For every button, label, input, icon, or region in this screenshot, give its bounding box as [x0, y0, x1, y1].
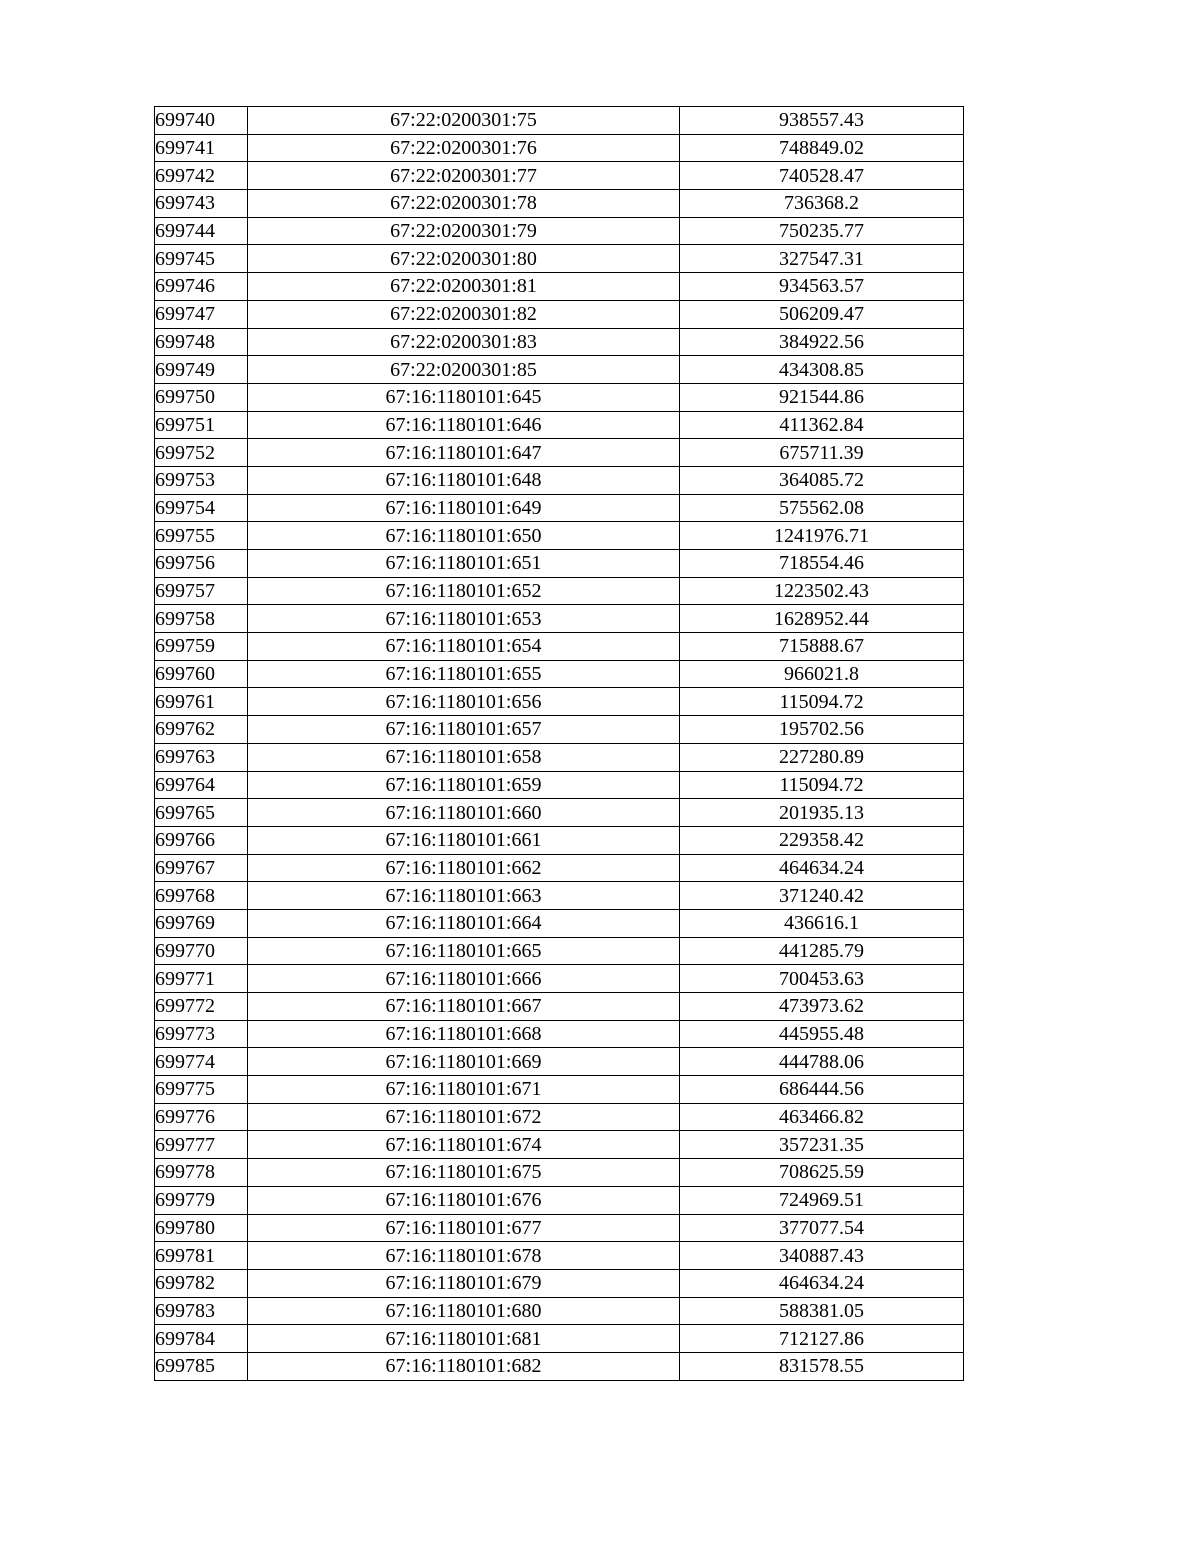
- cadastral-value-cell: 1628952.44: [680, 605, 964, 633]
- table-row: [155, 1076, 964, 1104]
- cadastral-number-cell: 67:16:1180101:681: [248, 1325, 680, 1353]
- cadastral-number-cell: 67:22:0200301:81: [248, 273, 680, 301]
- cadastral-value-cell: 464634.24: [680, 854, 964, 882]
- cadastral-value-cell: 436616.1: [680, 909, 964, 937]
- cadastral-value-cell: 715888.67: [680, 633, 964, 661]
- cadastral-number-cell: 67:16:1180101:680: [248, 1297, 680, 1325]
- cadastral-number-cell: 67:16:1180101:648: [248, 466, 680, 494]
- table-row: [155, 660, 964, 688]
- cadastral-number-cell: 67:16:1180101:666: [248, 965, 680, 993]
- cadastral-number-cell: 67:16:1180101:645: [248, 383, 680, 411]
- cadastral-value-cell: 411362.84: [680, 411, 964, 439]
- row-number-cell: 699753: [155, 466, 248, 494]
- cadastral-value-cell: 708625.59: [680, 1159, 964, 1187]
- cadastral-number-cell: 67:22:0200301:80: [248, 245, 680, 273]
- cadastral-value-cell: 434308.85: [680, 356, 964, 384]
- cadastral-value-cell: 588381.05: [680, 1297, 964, 1325]
- cadastral-value-cell: 357231.35: [680, 1131, 964, 1159]
- table-row: [155, 1325, 964, 1353]
- cadastral-number-cell: 67:16:1180101:682: [248, 1352, 680, 1380]
- table-row: [155, 494, 964, 522]
- cadastral-number-cell: 67:16:1180101:672: [248, 1103, 680, 1131]
- cadastral-value-cell: 700453.63: [680, 965, 964, 993]
- cadastral-value-cell: 195702.56: [680, 716, 964, 744]
- table-row: [155, 1020, 964, 1048]
- table-row: [155, 577, 964, 605]
- table-row: [155, 1242, 964, 1270]
- table-row: [155, 107, 964, 135]
- table-row: [155, 328, 964, 356]
- cadastral-value-cell: 463466.82: [680, 1103, 964, 1131]
- cadastral-number-cell: 67:22:0200301:75: [248, 107, 680, 135]
- cadastral-number-cell: 67:22:0200301:77: [248, 162, 680, 190]
- cadastral-number-cell: 67:16:1180101:662: [248, 854, 680, 882]
- row-number-cell: 699769: [155, 909, 248, 937]
- table-row: [155, 688, 964, 716]
- cadastral-value-cell: 934563.57: [680, 273, 964, 301]
- row-number-cell: 699775: [155, 1076, 248, 1104]
- table-row: [155, 273, 964, 301]
- table-row: [155, 605, 964, 633]
- cadastral-value-cell: 736368.2: [680, 190, 964, 218]
- cadastral-value-cell: 327547.31: [680, 245, 964, 273]
- cadastral-number-cell: 67:22:0200301:83: [248, 328, 680, 356]
- row-number-cell: 699754: [155, 494, 248, 522]
- cadastral-value-cell: 686444.56: [680, 1076, 964, 1104]
- cadastral-number-cell: 67:16:1180101:674: [248, 1131, 680, 1159]
- cadastral-number-cell: 67:16:1180101:649: [248, 494, 680, 522]
- table-row: [155, 1352, 964, 1380]
- row-number-cell: 699765: [155, 799, 248, 827]
- cadastral-value-cell: 938557.43: [680, 107, 964, 135]
- cadastral-number-cell: 67:16:1180101:665: [248, 937, 680, 965]
- row-number-cell: 699742: [155, 162, 248, 190]
- row-number-cell: 699782: [155, 1269, 248, 1297]
- cadastral-number-cell: 67:16:1180101:646: [248, 411, 680, 439]
- cadastral-number-cell: 67:16:1180101:653: [248, 605, 680, 633]
- table-row: [155, 1103, 964, 1131]
- row-number-cell: 699770: [155, 937, 248, 965]
- cadastral-number-cell: 67:16:1180101:664: [248, 909, 680, 937]
- cadastral-number-cell: 67:16:1180101:658: [248, 743, 680, 771]
- cadastral-value-cell: 831578.55: [680, 1352, 964, 1380]
- table-row: [155, 993, 964, 1021]
- cadastral-number-cell: 67:16:1180101:677: [248, 1214, 680, 1242]
- row-number-cell: 699759: [155, 633, 248, 661]
- cadastral-value-cell: 364085.72: [680, 466, 964, 494]
- cadastral-value-cell: 473973.62: [680, 993, 964, 1021]
- cadastral-value-cell: 441285.79: [680, 937, 964, 965]
- cadastral-value-cell: 340887.43: [680, 1242, 964, 1270]
- row-number-cell: 699748: [155, 328, 248, 356]
- table-row: [155, 633, 964, 661]
- row-number-cell: 699749: [155, 356, 248, 384]
- cadastral-value-cell: 115094.72: [680, 771, 964, 799]
- cadastral-value-cell: 377077.54: [680, 1214, 964, 1242]
- row-number-cell: 699755: [155, 522, 248, 550]
- cadastral-number-cell: 67:16:1180101:675: [248, 1159, 680, 1187]
- table-row: [155, 383, 964, 411]
- cadastral-number-cell: 67:22:0200301:79: [248, 217, 680, 245]
- cadastral-number-cell: 67:16:1180101:655: [248, 660, 680, 688]
- row-number-cell: 699778: [155, 1159, 248, 1187]
- cadastral-value-cell: 966021.8: [680, 660, 964, 688]
- row-number-cell: 699762: [155, 716, 248, 744]
- row-number-cell: 699774: [155, 1048, 248, 1076]
- table-row: [155, 909, 964, 937]
- cadastral-value-cell: 229358.42: [680, 826, 964, 854]
- table-row: [155, 826, 964, 854]
- row-number-cell: 699744: [155, 217, 248, 245]
- cadastral-number-cell: 67:22:0200301:76: [248, 134, 680, 162]
- row-number-cell: 699750: [155, 383, 248, 411]
- cadastral-number-cell: 67:16:1180101:661: [248, 826, 680, 854]
- cadastral-value-cell: 445955.48: [680, 1020, 964, 1048]
- table-row: [155, 162, 964, 190]
- table-row: [155, 134, 964, 162]
- table-row: [155, 1159, 964, 1187]
- table-row: [155, 743, 964, 771]
- cadastral-number-cell: 67:22:0200301:82: [248, 300, 680, 328]
- cadastral-value-cell: 750235.77: [680, 217, 964, 245]
- row-number-cell: 699776: [155, 1103, 248, 1131]
- row-number-cell: 699771: [155, 965, 248, 993]
- row-number-cell: 699785: [155, 1352, 248, 1380]
- table-row: [155, 1186, 964, 1214]
- table-row: [155, 1297, 964, 1325]
- table-row: [155, 411, 964, 439]
- row-number-cell: 699747: [155, 300, 248, 328]
- cadastral-number-cell: 67:16:1180101:647: [248, 439, 680, 467]
- cadastral-number-cell: 67:16:1180101:654: [248, 633, 680, 661]
- cadastral-value-cell: 712127.86: [680, 1325, 964, 1353]
- table-row: [155, 771, 964, 799]
- table-row: [155, 1269, 964, 1297]
- table-row: [155, 965, 964, 993]
- table-row: [155, 439, 964, 467]
- row-number-cell: 699756: [155, 550, 248, 578]
- cadastral-value-cell: 718554.46: [680, 550, 964, 578]
- cadastral-number-cell: 67:22:0200301:85: [248, 356, 680, 384]
- cadastral-value-cell: 506209.47: [680, 300, 964, 328]
- cadastral-value-cell: 464634.24: [680, 1269, 964, 1297]
- cadastral-number-cell: 67:16:1180101:650: [248, 522, 680, 550]
- cadastral-value-cell: 921544.86: [680, 383, 964, 411]
- cadastral-value-cell: 575562.08: [680, 494, 964, 522]
- row-number-cell: 699746: [155, 273, 248, 301]
- row-number-cell: 699768: [155, 882, 248, 910]
- table-row: [155, 854, 964, 882]
- row-number-cell: 699740: [155, 107, 248, 135]
- cadastral-number-cell: 67:16:1180101:651: [248, 550, 680, 578]
- table-row: [155, 190, 964, 218]
- table-row: [155, 1048, 964, 1076]
- cadastral-value-table: [154, 106, 964, 1381]
- row-number-cell: 699781: [155, 1242, 248, 1270]
- cadastral-number-cell: 67:22:0200301:78: [248, 190, 680, 218]
- cadastral-number-cell: 67:16:1180101:676: [248, 1186, 680, 1214]
- row-number-cell: 699758: [155, 605, 248, 633]
- cadastral-value-cell: 384922.56: [680, 328, 964, 356]
- cadastral-number-cell: 67:16:1180101:657: [248, 716, 680, 744]
- row-number-cell: 699752: [155, 439, 248, 467]
- cadastral-value-cell: 748849.02: [680, 134, 964, 162]
- table-row: [155, 245, 964, 273]
- table-body: [155, 107, 964, 1381]
- row-number-cell: 699745: [155, 245, 248, 273]
- cadastral-number-cell: 67:16:1180101:663: [248, 882, 680, 910]
- row-number-cell: 699743: [155, 190, 248, 218]
- table-row: [155, 300, 964, 328]
- cadastral-number-cell: 67:16:1180101:679: [248, 1269, 680, 1297]
- cadastral-number-cell: 67:16:1180101:659: [248, 771, 680, 799]
- table-row: [155, 522, 964, 550]
- cadastral-number-cell: 67:16:1180101:671: [248, 1076, 680, 1104]
- row-number-cell: 699773: [155, 1020, 248, 1048]
- row-number-cell: 699751: [155, 411, 248, 439]
- table-row: [155, 937, 964, 965]
- cadastral-value-cell: 201935.13: [680, 799, 964, 827]
- row-number-cell: 699772: [155, 993, 248, 1021]
- cadastral-value-cell: 1241976.71: [680, 522, 964, 550]
- cadastral-number-cell: 67:16:1180101:669: [248, 1048, 680, 1076]
- table-row: [155, 217, 964, 245]
- table-row: [155, 716, 964, 744]
- cadastral-number-cell: 67:16:1180101:652: [248, 577, 680, 605]
- row-number-cell: 699777: [155, 1131, 248, 1159]
- table-row: [155, 466, 964, 494]
- row-number-cell: 699784: [155, 1325, 248, 1353]
- table-row: [155, 882, 964, 910]
- row-number-cell: 699767: [155, 854, 248, 882]
- cadastral-value-cell: 115094.72: [680, 688, 964, 716]
- cadastral-value-cell: 740528.47: [680, 162, 964, 190]
- table-row: [155, 1214, 964, 1242]
- row-number-cell: 699761: [155, 688, 248, 716]
- cadastral-number-cell: 67:16:1180101:668: [248, 1020, 680, 1048]
- row-number-cell: 699779: [155, 1186, 248, 1214]
- table-row: [155, 356, 964, 384]
- row-number-cell: 699764: [155, 771, 248, 799]
- row-number-cell: 699780: [155, 1214, 248, 1242]
- cadastral-value-cell: 227280.89: [680, 743, 964, 771]
- cadastral-value-cell: 1223502.43: [680, 577, 964, 605]
- row-number-cell: 699783: [155, 1297, 248, 1325]
- row-number-cell: 699741: [155, 134, 248, 162]
- cadastral-value-cell: 444788.06: [680, 1048, 964, 1076]
- cadastral-number-cell: 67:16:1180101:656: [248, 688, 680, 716]
- cadastral-value-cell: 675711.39: [680, 439, 964, 467]
- table-row: [155, 1131, 964, 1159]
- cadastral-number-cell: 67:16:1180101:678: [248, 1242, 680, 1270]
- row-number-cell: 699760: [155, 660, 248, 688]
- row-number-cell: 699766: [155, 826, 248, 854]
- cadastral-number-cell: 67:16:1180101:667: [248, 993, 680, 1021]
- row-number-cell: 699757: [155, 577, 248, 605]
- cadastral-number-cell: 67:16:1180101:660: [248, 799, 680, 827]
- table-row: [155, 550, 964, 578]
- table-row: [155, 799, 964, 827]
- cadastral-value-cell: 371240.42: [680, 882, 964, 910]
- cadastral-value-cell: 724969.51: [680, 1186, 964, 1214]
- row-number-cell: 699763: [155, 743, 248, 771]
